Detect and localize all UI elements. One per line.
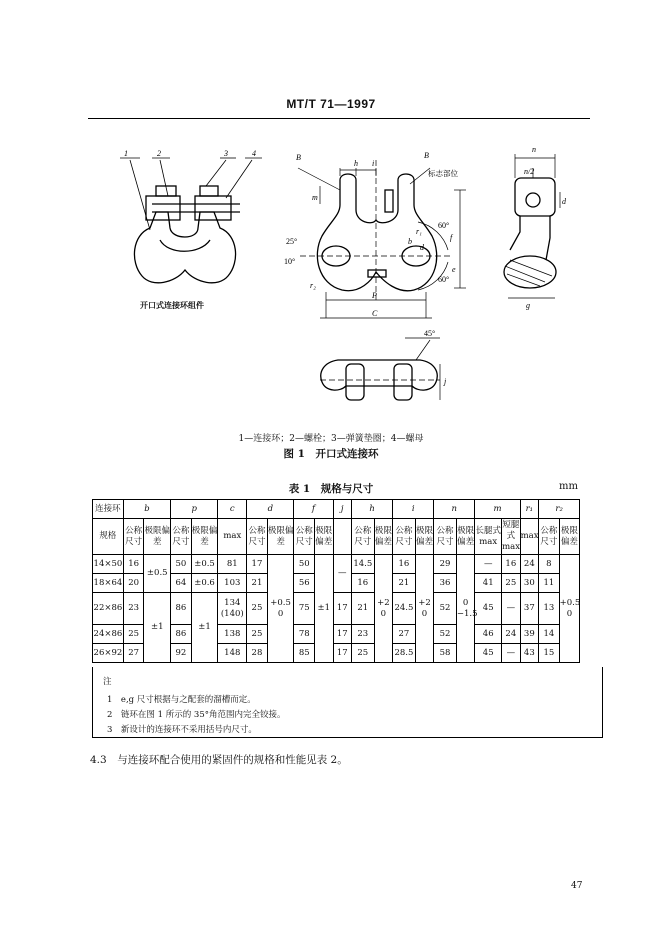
- cell-b: 20: [123, 574, 144, 593]
- cell-spec: 24×86: [93, 625, 124, 644]
- head-tol: 极限偏差: [267, 519, 294, 555]
- cell-c: 134 (140): [218, 593, 247, 625]
- label-n: n: [532, 145, 536, 154]
- table-unit: mm: [559, 481, 578, 492]
- cell-d: 25: [247, 625, 268, 644]
- cell-r1: 30: [520, 574, 539, 593]
- cell-r2-tol: +0.5 0: [559, 555, 580, 663]
- cell-n-tol: 0 −1.5: [456, 555, 475, 663]
- label-d: d: [420, 243, 424, 252]
- callout-4: 4: [252, 149, 256, 158]
- cell-b-tol: ±1: [144, 593, 171, 663]
- cell-f-tol: ±1: [315, 555, 334, 663]
- cell-r1: 43: [520, 644, 539, 663]
- cell-b-tol: ±0.5: [144, 555, 171, 593]
- cell-p: 86: [171, 593, 192, 625]
- cell-r2: 14: [539, 625, 560, 644]
- cell-j: 17: [333, 644, 352, 663]
- head-c: c: [218, 500, 247, 519]
- note-1: 1 e,g 尺寸根据与之配套的溜槽而定。: [107, 695, 256, 705]
- label-b-left: B: [296, 153, 301, 162]
- cell-m-long: 46: [475, 625, 502, 644]
- callout-1: 1: [124, 149, 128, 158]
- cell-m-long: 45: [475, 644, 502, 663]
- cell-r2: 15: [539, 644, 560, 663]
- cell-r2: 8: [539, 555, 560, 574]
- label-mark-position: 标志部位: [428, 169, 458, 178]
- label-g: g: [526, 301, 530, 310]
- label-i: i: [372, 159, 375, 168]
- cell-n: 29: [434, 555, 457, 574]
- label-angle-60-top: 60°: [438, 221, 450, 230]
- cell-n: 52: [434, 593, 457, 625]
- cell-spec: 18×64: [93, 574, 124, 593]
- head-m-long: 长腿式max: [475, 519, 502, 555]
- cell-m-short: 16: [502, 555, 521, 574]
- cell-r1: 37: [520, 593, 539, 625]
- head-spec-1: 连接环: [93, 500, 124, 519]
- figure-caption: 图 1 开口式连接环: [283, 448, 379, 460]
- cell-p: 50: [171, 555, 192, 574]
- cell-n: 36: [434, 574, 457, 593]
- cell-m-long: 41: [475, 574, 502, 593]
- label-angle-45: 45°: [424, 329, 436, 338]
- note-3: 3 新设计的连接环不采用括号内尺寸。: [107, 725, 257, 735]
- note-2: 2 链环在图 1 所示的 35°角范围内完全铰接。: [107, 710, 286, 720]
- head-b: b: [123, 500, 170, 519]
- label-m: m: [312, 193, 318, 202]
- spec-table: [92, 499, 603, 663]
- cell-r1: 39: [520, 625, 539, 644]
- cell-j: 17: [333, 593, 352, 625]
- head-nom: 公称尺寸: [171, 519, 192, 555]
- cell-d: 25: [247, 593, 268, 625]
- cell-m-long: —: [475, 555, 502, 574]
- page-header: MT/T 71—1997: [286, 97, 376, 111]
- label-r2: r₂: [310, 281, 316, 290]
- cell-i: 21: [393, 574, 416, 593]
- cell-h: 16: [352, 574, 375, 593]
- cell-c: 103: [218, 574, 247, 593]
- head-p: p: [171, 500, 218, 519]
- cell-m-short: —: [502, 593, 521, 625]
- cell-n: 52: [434, 625, 457, 644]
- cell-f: 75: [294, 593, 315, 625]
- cell-i: 16: [393, 555, 416, 574]
- head-tol: 极限偏差: [374, 519, 393, 555]
- head-nom: 公称尺寸: [123, 519, 144, 555]
- page-number: 47: [571, 881, 583, 891]
- head-n: n: [434, 500, 475, 519]
- head-i: i: [393, 500, 434, 519]
- cell-d: 28: [247, 644, 268, 663]
- cell-i: 28.5: [393, 644, 416, 663]
- cell-b: 16: [123, 555, 144, 574]
- cell-h-tol: +2 0: [374, 555, 393, 663]
- cell-m-short: 25: [502, 574, 521, 593]
- cell-b: 25: [123, 625, 144, 644]
- cell-r2: 11: [539, 574, 560, 593]
- head-f: f: [294, 500, 333, 519]
- label-j: j: [444, 377, 447, 386]
- cell-c: 138: [218, 625, 247, 644]
- head-nom: 公称尺寸: [294, 519, 315, 555]
- cell-d-tol: +0.5 0: [267, 555, 294, 663]
- cell-c: 148: [218, 644, 247, 663]
- head-j: j: [333, 500, 352, 519]
- head-max: max: [218, 519, 247, 555]
- figure-subcaption: 开口式连接环组件: [140, 300, 204, 310]
- cell-i: 24.5: [393, 593, 416, 625]
- cell-d: 17: [247, 555, 268, 574]
- cell-n: 58: [434, 644, 457, 663]
- cell-r2: 13: [539, 593, 560, 625]
- cell-d: 21: [247, 574, 268, 593]
- label-b: b: [408, 237, 412, 246]
- cell-i-tol: +2 0: [415, 555, 434, 663]
- cell-f: 56: [294, 574, 315, 593]
- cell-f: 78: [294, 625, 315, 644]
- cell-c: 81: [218, 555, 247, 574]
- head-nom: 公称尺寸: [247, 519, 268, 555]
- head-nom: 公称尺寸: [393, 519, 416, 555]
- cell-h: 25: [352, 644, 375, 663]
- cell-p: 92: [171, 644, 192, 663]
- cell-f: 85: [294, 644, 315, 663]
- cell-p-tol: ±1: [191, 593, 218, 663]
- head-r1-max: max: [520, 519, 539, 555]
- callout-3: 3: [224, 149, 228, 158]
- head-m: m: [475, 500, 520, 519]
- cell-p: 86: [171, 625, 192, 644]
- label-n-half: n/2: [524, 167, 535, 176]
- cell-spec: 14×50: [93, 555, 124, 574]
- label-p: P: [372, 291, 377, 300]
- head-nom: 公称尺寸: [352, 519, 375, 555]
- label-c: C: [372, 309, 378, 318]
- head-h: h: [352, 500, 393, 519]
- head-tol: 极限偏差: [315, 519, 334, 555]
- head-tol: 极限偏差: [191, 519, 218, 555]
- head-j-blank: [333, 519, 352, 555]
- cell-p-tol: ±0.6: [191, 574, 218, 593]
- cell-j: 17: [333, 625, 352, 644]
- cell-b: 23: [123, 593, 144, 625]
- table-caption: 表 1 规格与尺寸: [288, 483, 374, 495]
- section-4-3: 4.3 与连接环配合使用的紧固件的规格和性能见表 2。: [90, 754, 348, 766]
- label-angle-10: 10°: [284, 257, 296, 266]
- cell-p: 64: [171, 574, 192, 593]
- figure-1-drawing: [0, 0, 662, 430]
- label-h: h: [354, 159, 358, 168]
- label-r1: r₁: [416, 227, 422, 236]
- cell-i: 27: [393, 625, 416, 644]
- cell-f: 50: [294, 555, 315, 574]
- head-tol: 极限偏差: [415, 519, 434, 555]
- head-m-short: 短腿式max: [502, 519, 521, 555]
- head-tol: 极限偏差: [559, 519, 580, 555]
- cell-j-dash: —: [333, 555, 352, 593]
- label-angle-25: 25°: [286, 237, 298, 246]
- cell-p-tol: ±0.5: [191, 555, 218, 574]
- head-nom: 公称尺寸: [434, 519, 457, 555]
- label-d-side: d: [562, 197, 566, 206]
- head-spec-2: 规格: [93, 519, 124, 555]
- head-nom: 公称尺寸: [539, 519, 560, 555]
- figure-legend: 1—连接环；2—螺栓；3—弹簧垫圈；4—螺母: [238, 434, 424, 444]
- table-notes: [92, 667, 603, 738]
- notes-title: 注: [103, 677, 112, 687]
- head-tol: 极限偏差: [456, 519, 475, 555]
- cell-m-long: 45: [475, 593, 502, 625]
- label-angle-60-bottom: 60°: [438, 275, 450, 284]
- cell-r1: 24: [520, 555, 539, 574]
- cell-h: 14.5: [352, 555, 375, 574]
- label-f: f: [450, 233, 453, 242]
- cell-m-short: —: [502, 644, 521, 663]
- head-r1: r₁: [520, 500, 539, 519]
- head-r2: r₂: [539, 500, 580, 519]
- cell-b: 27: [123, 644, 144, 663]
- cell-m-short: 24: [502, 625, 521, 644]
- cell-spec: 26×92: [93, 644, 124, 663]
- cell-h: 21: [352, 593, 375, 625]
- label-e: e: [452, 265, 456, 274]
- head-tol: 极限偏差: [144, 519, 171, 555]
- cell-spec: 22×86: [93, 593, 124, 625]
- label-b-right: B: [424, 151, 429, 160]
- head-d: d: [247, 500, 294, 519]
- callout-2: 2: [157, 149, 161, 158]
- cell-h: 23: [352, 625, 375, 644]
